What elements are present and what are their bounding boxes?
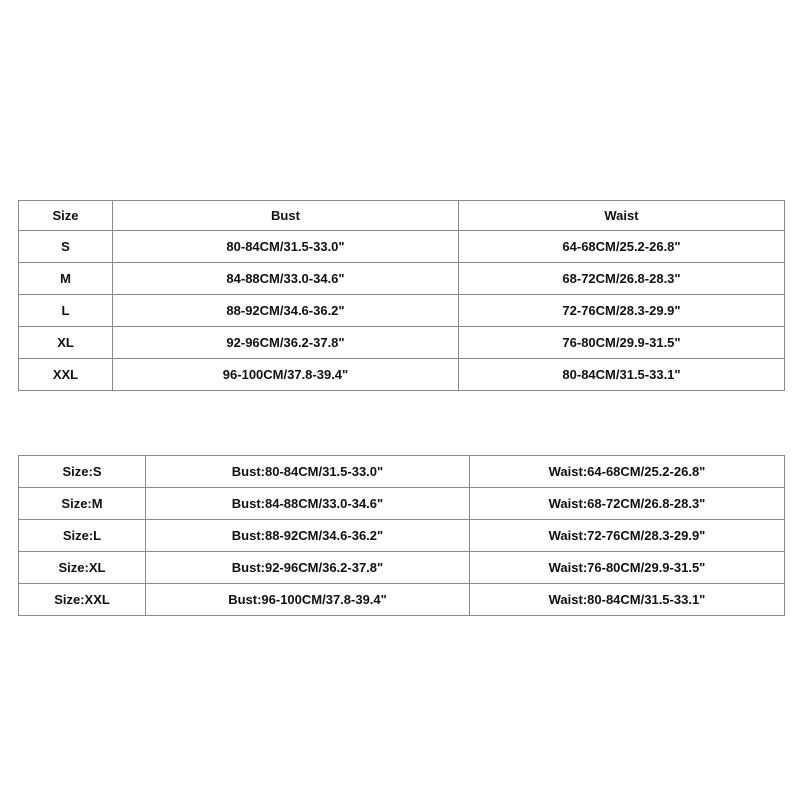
table-row — [19, 584, 785, 616]
size-chart-table — [18, 200, 785, 391]
table-header-row — [19, 201, 785, 231]
table-row — [19, 295, 785, 327]
cell-waist: 80-84CM/31.5-33.1" — [459, 359, 785, 391]
size-list-table — [18, 455, 785, 616]
header-bust: Bust — [113, 201, 459, 231]
cell-size: Size:L — [19, 520, 146, 552]
cell-waist: Waist:68-72CM/26.8-28.3" — [470, 488, 785, 520]
cell-waist: Waist:76-80CM/29.9-31.5" — [470, 552, 785, 584]
cell-size: Size:S — [19, 456, 146, 488]
cell-waist: Waist:80-84CM/31.5-33.1" — [470, 584, 785, 616]
table-row — [19, 231, 785, 263]
cell-bust: Bust:96-100CM/37.8-39.4" — [146, 584, 470, 616]
table-row — [19, 359, 785, 391]
table-row — [19, 488, 785, 520]
cell-waist: Waist:64-68CM/25.2-26.8" — [470, 456, 785, 488]
cell-waist: 64-68CM/25.2-26.8" — [459, 231, 785, 263]
cell-size: XXL — [19, 359, 113, 391]
cell-bust: 88-92CM/34.6-36.2" — [113, 295, 459, 327]
cell-size: S — [19, 231, 113, 263]
cell-size: XL — [19, 327, 113, 359]
header-waist: Waist — [459, 201, 785, 231]
cell-waist: 68-72CM/26.8-28.3" — [459, 263, 785, 295]
cell-bust: 84-88CM/33.0-34.6" — [113, 263, 459, 295]
cell-bust: Bust:88-92CM/34.6-36.2" — [146, 520, 470, 552]
cell-bust: Bust:80-84CM/31.5-33.0" — [146, 456, 470, 488]
table-row — [19, 327, 785, 359]
cell-bust: 92-96CM/36.2-37.8" — [113, 327, 459, 359]
table-row — [19, 456, 785, 488]
cell-bust: 80-84CM/31.5-33.0" — [113, 231, 459, 263]
cell-size: Size:XL — [19, 552, 146, 584]
cell-waist: 72-76CM/28.3-29.9" — [459, 295, 785, 327]
cell-bust: 96-100CM/37.8-39.4" — [113, 359, 459, 391]
header-size: Size — [19, 201, 113, 231]
cell-waist: 76-80CM/29.9-31.5" — [459, 327, 785, 359]
table-row — [19, 552, 785, 584]
table-row — [19, 520, 785, 552]
table-row — [19, 263, 785, 295]
cell-size: L — [19, 295, 113, 327]
cell-size: M — [19, 263, 113, 295]
cell-waist: Waist:72-76CM/28.3-29.9" — [470, 520, 785, 552]
cell-size: Size:XXL — [19, 584, 146, 616]
cell-bust: Bust:84-88CM/33.0-34.6" — [146, 488, 470, 520]
cell-bust: Bust:92-96CM/36.2-37.8" — [146, 552, 470, 584]
cell-size: Size:M — [19, 488, 146, 520]
